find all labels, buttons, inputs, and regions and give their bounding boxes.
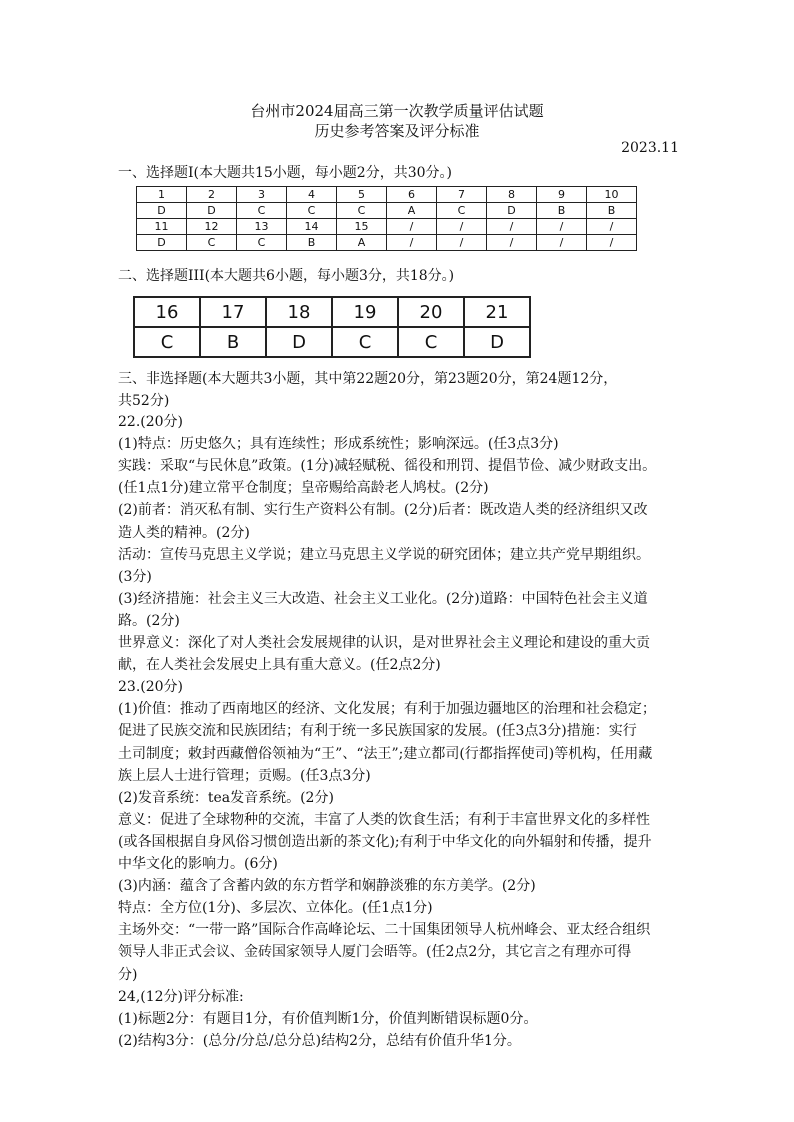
- text-line: (或各国根据自身风俗习惯创造出新的茶文化);有利于中华文化的向外辐射和传播，提升: [118, 833, 652, 850]
- table-cell: C: [437, 203, 487, 219]
- text-line: (任1点1分)建立常平仓制度；皇帝赐给高龄老人鸠杖。(2分): [118, 480, 489, 497]
- text-line: 族上层人士进行管理；贡赐。(任3点3分): [118, 767, 371, 784]
- table-row: [137, 235, 637, 251]
- document-date: 2023.11: [621, 140, 679, 156]
- text-line: 22.(20分): [118, 414, 184, 430]
- text-line: 分): [118, 966, 138, 983]
- text-line: (3)内涵：蕴含了含蓄内敛的东方哲学和娴静淡雅的东方美学。(2分): [118, 878, 536, 895]
- text-line: 23.(20分): [118, 679, 184, 696]
- table-row: [134, 297, 530, 327]
- table-row: [137, 187, 637, 203]
- table-cell: /: [537, 235, 587, 251]
- table-cell: 12: [187, 219, 237, 235]
- table-row: [137, 203, 637, 219]
- table-cell: 16: [134, 297, 200, 327]
- text-line: (1)价值：推动了西南地区的经济、文化发展；有利于加强边疆地区的治理和社会稳定；: [118, 701, 656, 718]
- table-cell: /: [487, 219, 537, 235]
- table-cell: D: [487, 203, 537, 219]
- table-cell: /: [587, 219, 637, 235]
- table-cell: 2: [187, 187, 237, 203]
- text-line: 特点：全方位(1分)、多层次、立体化。(任1点1分): [118, 900, 433, 917]
- text-line: 路。(2分): [118, 612, 180, 629]
- table-cell: 15: [337, 219, 387, 235]
- text-line: (2)前者：消灭私有制、实行生产资料公有制。(2分)后者：既改造人类的经济组织又改: [118, 502, 648, 519]
- table-cell: D: [464, 327, 530, 357]
- text-line: 世界意义：深化了对人类社会发展规律的认识，是对世界社会主义理论和建设的重大贡: [118, 635, 650, 651]
- table-cell: D: [137, 235, 187, 251]
- answer-table-2: [133, 296, 531, 358]
- table-cell: C: [187, 235, 237, 251]
- table-cell: /: [537, 219, 587, 235]
- text-line: (3)经济措施：社会主义三大改造、社会主义工业化。(2分)道路：中国特色社会主义道: [118, 590, 648, 607]
- text-line: 主场外交：“一带一路”国际合作高峰论坛、二十国集团领导人杭州峰会、亚太经合组织: [118, 922, 651, 939]
- table-cell: D: [266, 327, 332, 357]
- table-cell: C: [237, 235, 287, 251]
- table-cell: 18: [266, 297, 332, 327]
- section3-heading-line1: 三、非选择题(本大题共3小题，其中第22题20分，第23题20分，第24题12分，: [118, 371, 618, 387]
- section1-heading: 一、选择题I(本大题共15小题，每小题2分，共30分。): [118, 165, 452, 181]
- text-line: 造人类的精神。(2分): [118, 524, 250, 541]
- table-cell: 19: [332, 297, 398, 327]
- text-line: 献，在人类社会发展史上具有重大意义。(任2点2分): [118, 657, 441, 674]
- table-cell: 3: [237, 187, 287, 203]
- table-cell: /: [387, 219, 437, 235]
- text-line: (2)发音系统：tea发音系统。(2分): [118, 789, 334, 806]
- table-cell: B: [537, 203, 587, 219]
- table-cell: 8: [487, 187, 537, 203]
- table-cell: A: [387, 203, 437, 219]
- table-cell: 11: [137, 219, 187, 235]
- text-line: (1)特点：历史悠久；具有连续性；形成系统性；影响深远。(任3点3分): [118, 436, 559, 453]
- table-cell: 1: [137, 187, 187, 203]
- text-line: 土司制度；敕封西藏僧俗领袖为“王”、“法王”;建立都司(行都指挥使司)等机构，任用藏: [118, 745, 653, 762]
- table-cell: 7: [437, 187, 487, 203]
- answer-table-1: [136, 186, 637, 251]
- table-cell: 20: [398, 297, 464, 327]
- text-line: 24,(12分)评分标准:: [118, 988, 244, 1005]
- table-cell: D: [137, 203, 187, 219]
- table-row: [137, 219, 637, 235]
- table-cell: C: [134, 327, 200, 357]
- table-cell: B: [200, 327, 266, 357]
- table-cell: 4: [287, 187, 337, 203]
- table-cell: C: [398, 327, 464, 357]
- table-cell: /: [387, 235, 437, 251]
- table-cell: 6: [387, 187, 437, 203]
- table-cell: D: [187, 203, 237, 219]
- table-cell: C: [332, 327, 398, 357]
- table-cell: C: [237, 203, 287, 219]
- text-line: 领导人非正式会议、金砖国家领导人厦门会晤等。(任2点2分，其它言之有理亦可得: [118, 944, 632, 961]
- table-cell: 21: [464, 297, 530, 327]
- table-cell: C: [337, 203, 387, 219]
- section2-heading: 二、选择题III(本大题共6小题，每小题3分，共18分。): [118, 268, 455, 284]
- text-line: (1)标题2分：有题目1分，有价值判断1分，价值判断错误标题0分。: [118, 1010, 538, 1027]
- document-subtitle: 历史参考答案及评分标准: [314, 122, 480, 140]
- table-cell: C: [287, 203, 337, 219]
- text-line: 实践：采取“与民休息”政策。(1分)减轻赋税、徭役和刑罚、提倡节俭、减少财政支出。: [118, 458, 657, 475]
- table-cell: /: [587, 235, 637, 251]
- text-line: (2)结构3分：(总分/分总/总分总)结构2分，总结有价值升华1分。: [118, 1032, 521, 1049]
- table-cell: 13: [237, 219, 287, 235]
- text-line: 促进了民族交流和民族团结；有利于统一多民族国家的发展。(任3点3分)措施：实行: [118, 723, 637, 740]
- table-cell: /: [437, 219, 487, 235]
- table-cell: B: [287, 235, 337, 251]
- table-row: [134, 327, 530, 357]
- table-cell: B: [587, 203, 637, 219]
- table-cell: 17: [200, 297, 266, 327]
- table-cell: /: [487, 235, 537, 251]
- text-line: 中华文化的影响力。(6分): [118, 856, 278, 872]
- table-cell: 5: [337, 187, 387, 203]
- table-cell: A: [337, 235, 387, 251]
- table-cell: 9: [537, 187, 587, 203]
- section3-heading-line2: 共52分): [118, 393, 170, 409]
- text-line: 意义：促进了全球物种的交流，丰富了人类的饮食生活；有利于丰富世界文化的多样性: [118, 811, 650, 828]
- text-line: 活动：宣传马克思主义学说；建立马克思主义学说的研究团体；建立共产党早期组织。: [118, 546, 650, 563]
- table-cell: /: [437, 235, 487, 251]
- table-cell: 14: [287, 219, 337, 235]
- document-title: 台州市2024届高三第一次教学质量评估试题: [250, 102, 544, 120]
- text-line: (3分): [118, 568, 152, 585]
- table-cell: 10: [587, 187, 637, 203]
